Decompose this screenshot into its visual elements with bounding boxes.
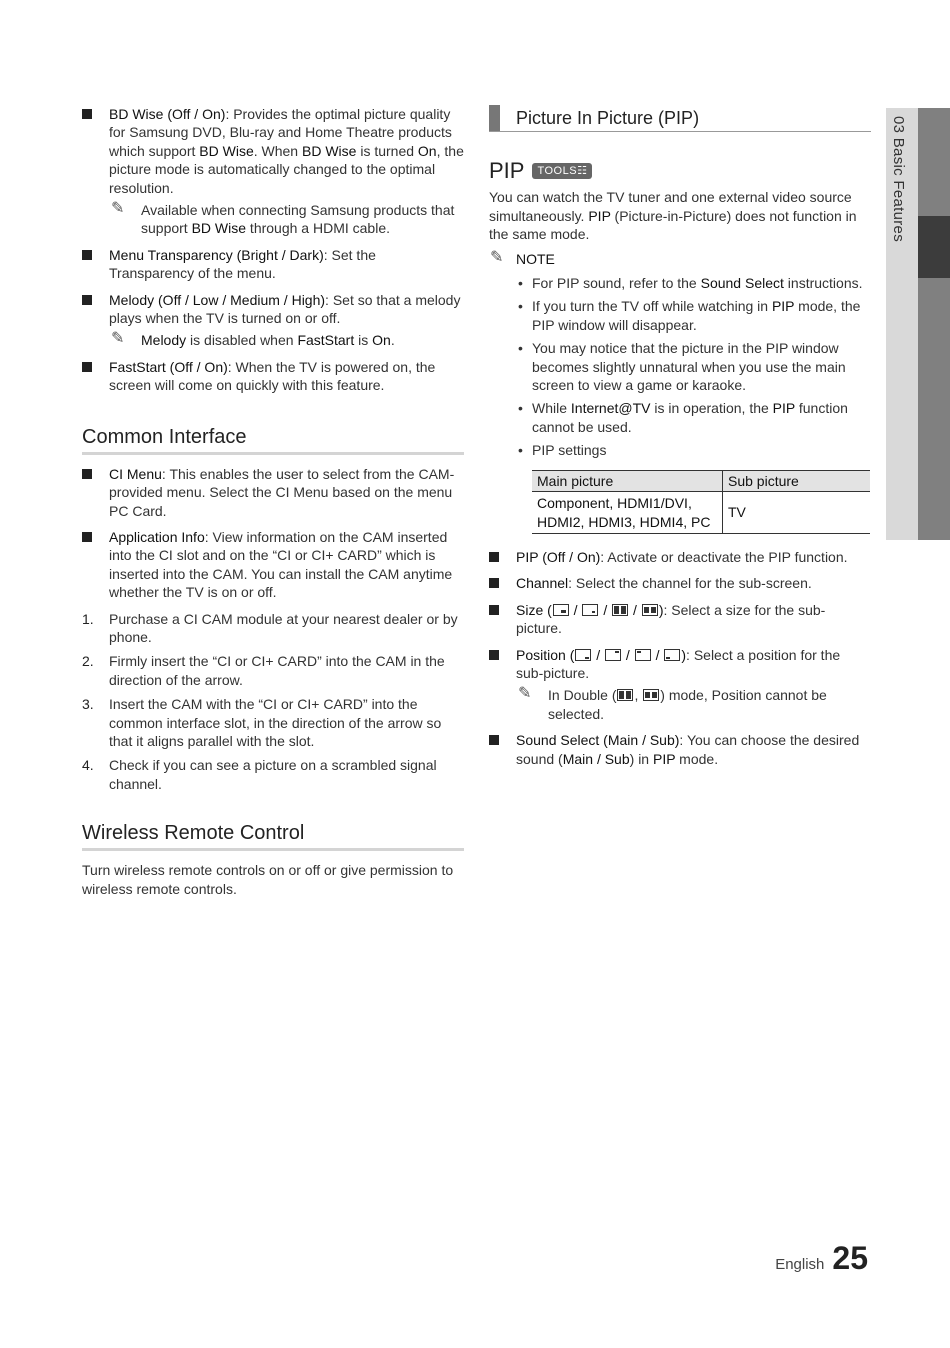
- bullet-square-icon: [489, 735, 499, 745]
- double-split-icon: [617, 689, 633, 701]
- pip-large-icon: [582, 604, 598, 616]
- list-item: CI Menu: This enables the user to select from the CAM-provided menu. Select the CI Menu based on the menu PC Card.: [82, 465, 464, 520]
- note: ✎ Available when connecting Samsung products that support BD Wise through a HDMI cable.: [111, 200, 455, 237]
- pencil-note-icon: ✎: [111, 330, 125, 348]
- table-row: [532, 492, 870, 534]
- list-item: Size ( / / / ): Select a size for the sub-picture.: [489, 601, 871, 638]
- section-bar-marker: [489, 105, 500, 131]
- position-bottom-right-icon: [575, 649, 591, 661]
- table-header-row: [532, 470, 870, 491]
- bullet-square-icon: [82, 109, 92, 119]
- side-tab-marker: [918, 216, 950, 278]
- position-bottom-left-icon: [664, 649, 680, 661]
- chapter-side-tab: [886, 108, 950, 540]
- list-item: Sound Select (Main / Sub): You can choose the desired sound (Main / Sub) in PIP mode.: [489, 731, 871, 768]
- page-footer: [775, 1240, 868, 1277]
- bullet-square-icon: [489, 552, 499, 562]
- note-item: • PIP settings: [518, 442, 607, 459]
- term: BD Wise (Off / On): [109, 106, 226, 122]
- table-header: Sub picture: [723, 470, 871, 491]
- pip-small-icon: [553, 604, 569, 616]
- section-heading: Wireless Remote Control: [82, 821, 464, 851]
- table-cell: TV: [723, 492, 871, 534]
- double-split-icon: [612, 604, 628, 616]
- language-label: English: [775, 1256, 825, 1273]
- note-label: ✎ NOTE: [490, 248, 555, 267]
- tools-badge: TOOLS☷: [532, 163, 592, 179]
- table-header: Main picture: [532, 470, 723, 491]
- section-heading: Common Interface: [82, 425, 464, 455]
- position-top-left-icon: [635, 649, 651, 661]
- bullet-square-icon: [82, 469, 92, 479]
- note-item: • You may notice that the picture in the PIP window becomes slightly unnatural when you use the main screen to view a game or karaoke.: [518, 340, 846, 394]
- pip-title: PIP TOOLS☷: [489, 162, 871, 180]
- list-item: Channel: Select the channel for the sub-screen.: [489, 574, 871, 592]
- tools-icon: ☷: [577, 165, 588, 178]
- pencil-note-icon: ✎: [111, 200, 125, 218]
- note-item: • For PIP sound, refer to the Sound Select instructions.: [518, 275, 863, 292]
- side-tab-stripe: [918, 108, 950, 540]
- note-list: [489, 274, 871, 460]
- chapter-label: 03 Basic Features: [890, 116, 907, 242]
- paragraph: Turn wireless remote controls on or off or give permission to wireless remote controls.: [82, 862, 454, 897]
- step-item: 2. Firmly insert the “CI or CI+ CARD” into the CAM in the direction of the arrow.: [82, 653, 445, 688]
- step-item: 4. Check if you can see a picture on a scrambled signal channel.: [82, 757, 437, 792]
- bullet-square-icon: [489, 650, 499, 660]
- section-bar: Picture In Picture (PIP): [489, 105, 871, 132]
- list-item: Melody (Off / Low / Medium / High): Set so that a melody plays when the TV is turned on or off. ✎ Melody is disabled when FastStart is On.: [82, 291, 464, 350]
- bullet-square-icon: [82, 250, 92, 260]
- pencil-note-icon: ✎: [490, 248, 504, 266]
- list-item: Position ( / / / ): Select a position for the sub-picture. ✎ In Double ( , ) mode, Position cannot be selected.: [489, 646, 871, 724]
- position-top-right-icon: [605, 649, 621, 661]
- list-item: Application Info: View information on the CAM inserted into the CI slot and on the “CI or CI+ CARD” which is inserted into the CAM. You can install the CAM anytime whether the TV is on or off.: [82, 528, 464, 602]
- bullet-square-icon: [489, 578, 499, 588]
- bullet-square-icon: [82, 362, 92, 372]
- bullet-square-icon: [82, 295, 92, 305]
- right-column: [489, 105, 871, 776]
- list-item: PIP (Off / On): Activate or deactivate the PIP function.: [489, 548, 871, 566]
- bullet-square-icon: [489, 605, 499, 615]
- paragraph: You can watch the TV tuner and one external video source simultaneously. PIP (Picture-in-Picture) does not function in the same mode.: [489, 189, 857, 243]
- table-cell: Component, HDMI1/DVI, HDMI2, HDMI3, HDMI4, PC: [532, 492, 723, 534]
- note: ✎ In Double ( , ) mode, Position cannot be selected.: [518, 685, 827, 722]
- note-item: • If you turn the TV off while watching in PIP mode, the PIP window will disappear.: [518, 298, 861, 333]
- bullet-square-icon: [82, 532, 92, 542]
- pencil-note-icon: ✎: [518, 685, 532, 703]
- double-wide-icon: [643, 689, 659, 701]
- list-item: Menu Transparency (Bright / Dark): Set the Transparency of the menu.: [82, 246, 464, 283]
- page-number: 25: [832, 1240, 868, 1276]
- note-item: • While Internet@TV is in operation, the PIP function cannot be used.: [518, 400, 848, 435]
- list-item: FastStart (Off / On): When the TV is powered on, the screen will come on quickly with this feature.: [82, 358, 464, 395]
- note: ✎ Melody is disabled when FastStart is On.: [111, 330, 395, 349]
- list-item: BD Wise (Off / On): Provides the optimal picture quality for Samsung DVD, Blu-ray and Home Theatre products which support BD Wise. When BD Wise is turned On, the picture mode is automatically changed to the optimal resolution. ✎ Available when connecting Samsung products that support BD Wise through a HDMI cable.: [82, 105, 464, 238]
- step-item: 1. Purchase a CI CAM module at your nearest dealer or by phone.: [82, 610, 458, 645]
- left-column: [82, 105, 464, 898]
- step-item: 3. Insert the CAM with the “CI or CI+ CARD” into the common interface slot, in the direction of the arrow so that it aligns parallel with the slot.: [82, 696, 442, 749]
- pip-settings-table: [532, 470, 870, 534]
- double-wide-icon: [642, 604, 658, 616]
